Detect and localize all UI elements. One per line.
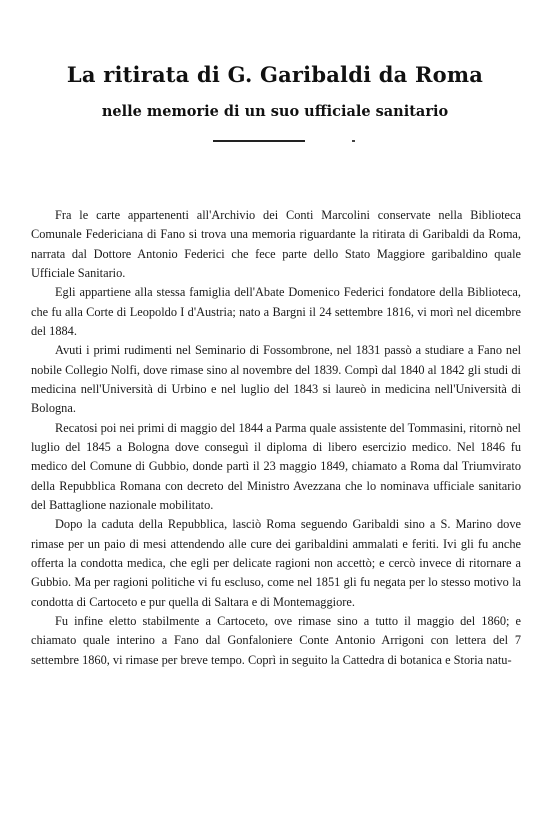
paragraph: Fu infine eletto stabilmente a Cartoceto, ove rimase sino a tutto il maggio del 1860; e chiamato quale interino a Fano dal Gonfaloniere Conte Antonio Arrigoni con lettera del 7 settembre 1860, vi rimase per breve tempo. Coprì in seguito la Cattedra di botanica e Storia natu- (31, 613, 521, 667)
paragraph: Recatosi poi nei primi di maggio del 1844 a Parma quale assistente del Tommasini, ritornò nel luglio del 1845 a Bologna dove conseguì il diploma di libero esercizio medico. Nel 1846 fu medico del Comune di Gubbio, donde partì il 23 maggio 1849, chiamato a Roma dal Triumvirato della Repubblica Romana con decreto del Ministro Avezzana che lo nominava ufficiale sanitario del Battaglione nazionale mobilitato. (31, 420, 521, 512)
article-body (31, 206, 521, 670)
paragraph: Egli appartiene alla stessa famiglia dell'Abate Domenico Federici fondatore della Biblioteca, che fu alla Corte di Leopoldo I d'Austria; nato a Bargni il 24 settembre 1816, vi morì nel dicembre del 1884. (31, 285, 521, 338)
paragraph: Fra le carte appartenenti all'Archivio dei Conti Marcolini conservate nella Biblioteca Comunale Federiciana di Fano si trova una memoria riguardante la ritirata di Garibaldi da Roma, narrata dal Dottore Antonio Federici che fece parte dello Stato Maggiore garibaldino quale Ufficiale Sanitario. (31, 208, 521, 280)
title-divider (213, 140, 305, 142)
page-subtitle: nelle memorie di un suo ufficiale sanitario (101, 103, 449, 120)
title-divider-mark (352, 140, 355, 142)
page-title: La ritirata di G. Garibaldi da Roma (66, 62, 484, 87)
paragraph: Dopo la caduta della Repubblica, lasciò Roma seguendo Garibaldi sino a S. Marino dove rimase per un paio di mesi attendendo alle cure dei garibaldini ammalati e feriti. Ivi gli fu anche offerta la condotta medica, che egli per delicate ragioni non accettò; e cercò invece di ritornare a Gubbio. Ma per ragioni politiche vi fu escluso, come nel 1851 gli fu negata per lo stesso motivo la condotta di Cartoceto e pur quella di Saltara e di Montemaggiore. (31, 517, 521, 609)
paragraph: Avuti i primi rudimenti nel Seminario di Fossombrone, nel 1831 passò a studiare a Fano nel nobile Collegio Nolfi, dove rimase sino al novembre del 1839. Compì dal 1840 al 1842 gli studi di medicina nell'Università di Urbino e nel luglio del 1843 si laureò in medicina nell'Università di Bologna. (31, 343, 521, 416)
